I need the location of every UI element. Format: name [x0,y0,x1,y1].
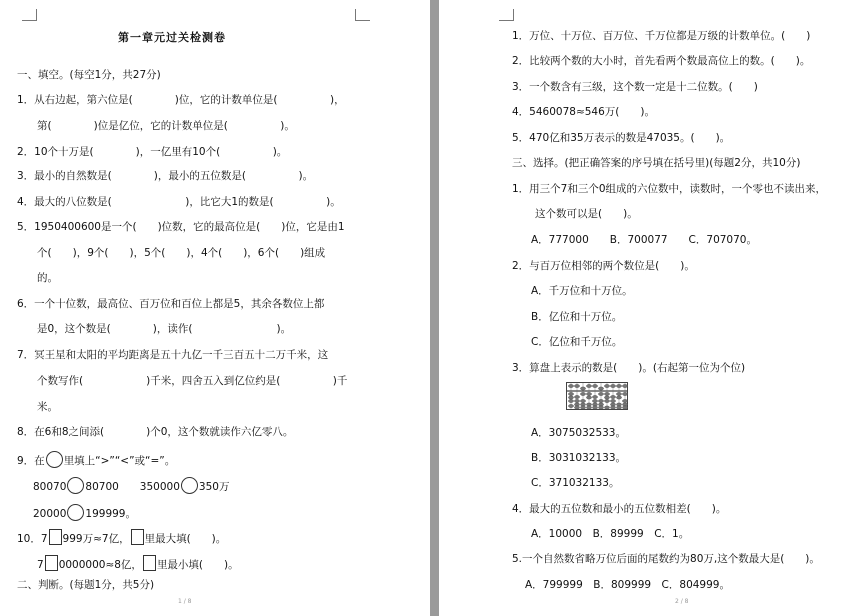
page-number: 2 / 8 [675,598,689,605]
document-title: 第一章元过关检测卷 [118,31,226,44]
document-page-2 [439,0,859,616]
compare-circle-icon [46,451,63,468]
compare-circle-icon [181,477,198,494]
compare-circle-icon [67,504,84,521]
question-line: 3．算盘上表示的数是( )。(右起第一位为个位) [512,362,746,374]
answer-option: A．10000 B．89999 C．1。 [531,528,690,540]
question-line: 5.一个自然数省略万位后面的尾数约为80万,这个数最大是( )。 [512,553,820,565]
question-line: 4．最大的八位数是( )，比它大1的数是( )。 [17,196,341,208]
answer-option: B．亿位和十万位。 [531,311,623,323]
question-line: 5．1950400600是一个( )位数，它的最高位是( )位，它是由1 [17,221,345,233]
section-heading-judge: 二、判断。(每题1分，共5分) [17,579,155,591]
page-separator [430,0,439,616]
compare-circle-icon [67,477,84,494]
question-line: 5．470亿和35万表示的数是47035。( )。 [512,132,731,144]
question-line: 个( )，9个( )，5个( )，4个( )，6个( )组成 [37,247,326,259]
question-line: 2．与百万位相邻的两个数位是( )。 [512,260,695,272]
section-heading-fill-blank: 一、填空。(每空1分，共27分) [17,69,161,81]
question-line: 8．在6和8之间添( )个0，这个数就读作六亿零八。 [17,426,294,438]
question-line: 3．最小的自然数是( )，最小的五位数是( )。 [17,170,314,182]
question-line: 第( )位是亿位，它的计数单位是( )。 [37,120,295,132]
question-line: 4．最大的五位数和最小的五位数相差( )。 [512,503,727,515]
margin-corner-mark [355,9,370,21]
answer-option: A．千万位和十万位。 [531,285,633,297]
question-line: 7 0000000≈8亿， 里最小填( )。 [37,555,239,572]
answer-option: A．777000 B．700077 C．707070。 [531,234,757,246]
question-line: 9．在 里填上“>”“<”或“=”。 [17,451,175,468]
margin-corner-mark [22,9,37,21]
answer-option: B．3031032133。 [531,452,627,464]
question-line: 3．一个数含有三级，这个数一定是十二位数。( ) [512,81,758,93]
question-line: 7．冥王星和太阳的平均距离是五十九亿一千三百五十二万千米，这 [17,349,329,361]
answer-option: A．799999 B．809999 C．804999。 [525,579,730,591]
question-line: 20000 199999。 [33,504,136,521]
answer-box-icon [45,555,58,571]
answer-option: C．亿位和千万位。 [531,336,623,348]
answer-option: A．3075032533。 [531,427,626,439]
page-number: 1 / 8 [178,598,192,605]
margin-corner-mark [499,9,514,21]
question-line: 个数写作( )千米，四舍五入到亿位约是( )千 [37,375,348,387]
answer-option: C．371032133。 [531,477,620,489]
question-line: 2．10个十万是( )，一亿里有10个( )。 [17,146,288,158]
section-heading-choice: 三、选择。(把正确答案的序号填在括号里)(每题2分，共10分) [512,157,801,169]
answer-box-icon [131,529,144,545]
question-line: 4．5460078≈546万( )。 [512,106,655,118]
question-line: 的。 [37,272,58,284]
question-line: 是0，这个数是( )，读作( )。 [37,323,292,335]
answer-box-icon [49,529,62,545]
question-line: 80070 80700 350000 350万 [33,477,229,494]
question-line: 2．比较两个数的大小时，首先看两个数最高位上的数。( )。 [512,55,811,67]
question-line: 这个数可以是( )。 [535,208,638,220]
question-line: 10．7 999万≈7亿， 里最大填( )。 [17,529,226,546]
question-line: 1．万位、十万位、百万位、千万位都是万级的计数单位。( ) [512,30,811,42]
question-line: 1．从右边起，第六位是( )位，它的计数单位是( )， [17,94,345,106]
question-line: 6．一个十位数，最高位、百万位和百位上都是5，其余各数位上都 [17,298,325,310]
question-line: 米。 [37,401,58,413]
question-line: 1．用三个7和三个0组成的六位数中，读数时，一个零也不读出来， [512,183,827,195]
answer-box-icon [143,555,156,571]
abacus-image [566,382,628,410]
